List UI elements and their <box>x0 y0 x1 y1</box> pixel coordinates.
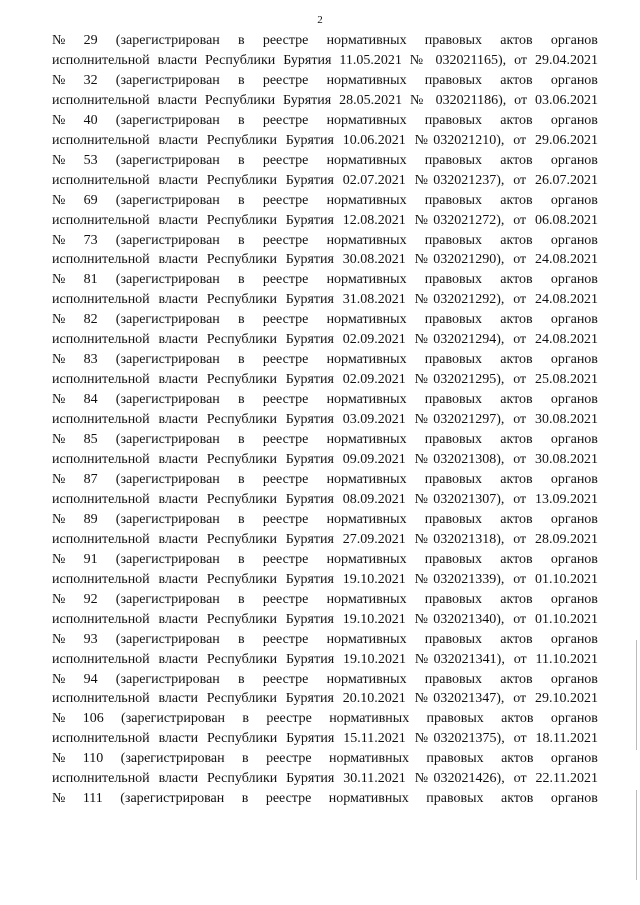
word-organs: органов <box>550 711 598 727</box>
word-normative: нормативных <box>326 72 407 88</box>
word-registry: реестре <box>262 591 309 607</box>
entry-first-line <box>52 709 598 729</box>
list-item <box>52 670 598 710</box>
word-registry: реестре <box>262 631 309 647</box>
word-registered: (зарегистрирован <box>115 152 220 168</box>
word-in: в <box>238 33 245 48</box>
word-organs: органов <box>550 272 598 288</box>
number-sign: № <box>52 192 66 208</box>
entry-registration-line: исполнительной власти Республики Бурятия 09.09.2021 №032021308), от 30.08.2021 <box>52 452 598 468</box>
word-registered: (зарегистрирован <box>115 72 220 88</box>
word-registry: реестре <box>262 272 309 288</box>
word-legal: правовых <box>424 312 483 328</box>
word-normative: нормативных <box>328 791 409 807</box>
word-legal: правовых <box>424 33 483 48</box>
word-normative: нормативных <box>326 352 407 368</box>
entry-first-line <box>52 151 598 171</box>
page-number: 2 <box>317 14 323 26</box>
word-organs: органов <box>550 232 598 248</box>
word-registered: (зарегистрирован <box>115 551 220 567</box>
word-normative: нормативных <box>326 192 407 208</box>
word-normative: нормативных <box>326 392 407 408</box>
word-in: в <box>241 791 249 807</box>
list-item <box>52 350 598 390</box>
entry-registration-line: исполнительной власти Республики Бурятия 12.08.2021 №032021272), от 06.08.2021 <box>52 212 598 228</box>
entry-registration-line: исполнительной власти Республики Бурятия 10.06.2021 №032021210), от 29.06.2021 <box>52 132 598 148</box>
word-registered: (зарегистрирован <box>115 112 220 128</box>
word-registered: (зарегистрирован <box>115 352 220 368</box>
list-item <box>52 111 598 151</box>
list-item <box>52 749 598 789</box>
entry-first-line <box>52 430 598 450</box>
word-acts: актов <box>500 272 533 288</box>
word-registry: реестре <box>262 352 309 368</box>
number-sign: № <box>52 352 66 368</box>
word-acts: актов <box>500 432 533 448</box>
word-normative: нормативных <box>326 671 407 687</box>
entry-number: 69 <box>83 192 98 208</box>
number-sign: № <box>52 232 66 248</box>
word-in: в <box>238 551 245 567</box>
entry-registration-line: исполнительной власти Республики Бурятия 28.05.2021 № 032021186), от 03.06.2021 <box>52 92 598 108</box>
word-registry: реестре <box>262 511 309 527</box>
list-item <box>52 390 598 430</box>
word-normative: нормативных <box>326 272 407 288</box>
entry-first-line <box>52 670 598 690</box>
number-sign: № <box>52 33 66 48</box>
number-sign: № <box>52 671 66 687</box>
word-organs: органов <box>550 432 598 448</box>
word-registry: реестре <box>262 232 309 248</box>
word-legal: правовых <box>424 471 483 487</box>
word-acts: актов <box>500 551 533 567</box>
word-normative: нормативных <box>326 232 407 248</box>
entry-number: 29 <box>83 33 98 48</box>
word-in: в <box>238 312 245 328</box>
word-registered: (зарегистрирован <box>120 791 225 807</box>
list-item <box>52 191 598 231</box>
word-registry: реестре <box>262 551 309 567</box>
entry-registration-line: исполнительной власти Республики Бурятия 03.09.2021 №032021297), от 30.08.2021 <box>52 412 598 428</box>
word-acts: актов <box>500 511 533 527</box>
entry-registration-line: исполнительной власти Республики Бурятия 27.09.2021 №032021318), от 28.09.2021 <box>52 531 598 547</box>
list-item <box>52 630 598 670</box>
list-item <box>52 31 598 71</box>
word-legal: правовых <box>424 511 483 527</box>
word-in: в <box>238 72 245 88</box>
entry-registration-line: исполнительной власти Республики Бурятия 20.10.2021 №032021347), от 29.10.2021 <box>52 691 598 707</box>
entry-registration-line: исполнительной власти Республики Бурятия 19.10.2021 №032021341), от 11.10.2021 <box>52 651 598 667</box>
number-sign: № <box>52 791 66 807</box>
word-normative: нормативных <box>326 471 407 487</box>
word-registry: реестре <box>262 671 309 687</box>
word-in: в <box>238 112 245 128</box>
word-legal: правовых <box>424 232 483 248</box>
word-registry: реестре <box>262 152 309 168</box>
word-in: в <box>238 591 245 607</box>
entry-number: 111 <box>82 791 103 807</box>
word-registry: реестре <box>262 33 309 48</box>
number-sign: № <box>52 152 66 168</box>
word-legal: правовых <box>426 751 484 767</box>
entry-registration-line: исполнительной власти Республики Бурятия 08.09.2021 №032021307), от 13.09.2021 <box>52 491 598 507</box>
list-item <box>52 231 598 271</box>
word-in: в <box>242 711 249 727</box>
word-registry: реестре <box>266 711 312 727</box>
word-in: в <box>238 192 245 208</box>
word-acts: актов <box>500 33 533 48</box>
number-sign: № <box>52 751 66 767</box>
entry-registration-line: исполнительной власти Республики Бурятия 30.11.2021 №032021426), от 22.11.2021 <box>52 771 598 787</box>
word-registered: (зарегистрирован <box>115 272 220 288</box>
word-organs: органов <box>550 312 598 328</box>
word-registry: реестре <box>262 72 309 88</box>
list-item <box>52 470 598 510</box>
word-registered: (зарегистрирован <box>115 192 220 208</box>
word-legal: правовых <box>424 432 483 448</box>
word-organs: органов <box>550 33 598 48</box>
entry-number: 83 <box>83 352 98 368</box>
entry-first-line <box>52 550 598 570</box>
entry-first-line <box>52 31 598 51</box>
word-organs: органов <box>550 791 598 807</box>
word-legal: правовых <box>424 272 483 288</box>
word-in: в <box>238 671 245 687</box>
entry-registration-line: исполнительной власти Республики Бурятия 02.09.2021 №032021294), от 24.08.2021 <box>52 332 598 348</box>
word-in: в <box>238 392 245 408</box>
word-legal: правовых <box>424 152 483 168</box>
entry-number: 84 <box>83 392 98 408</box>
entry-registration-line: исполнительной власти Республики Бурятия 11.05.2021 № 032021165), от 29.04.2021 <box>52 52 598 68</box>
word-registry: реестре <box>262 471 309 487</box>
number-sign: № <box>52 312 66 328</box>
entry-number: 40 <box>83 112 98 128</box>
entry-number: 94 <box>83 671 98 687</box>
word-organs: органов <box>550 192 598 208</box>
number-sign: № <box>52 631 66 647</box>
word-organs: органов <box>550 392 598 408</box>
word-registered: (зарегистрирован <box>120 751 225 767</box>
entry-number: 73 <box>83 232 98 248</box>
word-acts: актов <box>501 751 534 767</box>
word-normative: нормативных <box>326 511 407 527</box>
list-item <box>52 310 598 350</box>
entry-registration-line: исполнительной власти Республики Бурятия 31.08.2021 №032021292), от 24.08.2021 <box>52 292 598 308</box>
entry-first-line <box>52 470 598 490</box>
word-organs: органов <box>550 551 598 567</box>
list-item <box>52 789 598 809</box>
list-item <box>52 709 598 749</box>
word-registered: (зарегистрирован <box>115 232 220 248</box>
word-registry: реестре <box>262 112 309 128</box>
number-sign: № <box>52 112 66 128</box>
word-organs: органов <box>550 112 598 128</box>
entry-number: 81 <box>83 272 98 288</box>
word-in: в <box>238 272 245 288</box>
word-in: в <box>238 471 245 487</box>
word-registered: (зарегистрирован <box>115 671 220 687</box>
entry-number: 87 <box>83 471 98 487</box>
word-legal: правовых <box>426 791 484 807</box>
number-sign: № <box>52 511 66 527</box>
word-normative: нормативных <box>326 312 407 328</box>
entry-number: 92 <box>83 591 98 607</box>
word-acts: актов <box>500 312 533 328</box>
word-acts: актов <box>500 72 533 88</box>
entry-first-line <box>52 191 598 211</box>
word-legal: правовых <box>424 631 483 647</box>
word-acts: актов <box>500 112 533 128</box>
word-registered: (зарегистрирован <box>115 511 220 527</box>
entry-number: 53 <box>83 152 98 168</box>
scan-edge-mark <box>636 790 637 880</box>
entry-first-line <box>52 510 598 530</box>
entry-number: 93 <box>83 631 98 647</box>
word-registered: (зарегистрирован <box>121 711 226 727</box>
word-normative: нормативных <box>329 711 410 727</box>
word-registry: реестре <box>262 192 309 208</box>
word-legal: правовых <box>424 671 483 687</box>
word-legal: правовых <box>424 392 483 408</box>
word-legal: правовых <box>424 112 483 128</box>
word-normative: нормативных <box>326 591 407 607</box>
number-sign: № <box>52 551 66 567</box>
word-normative: нормативных <box>328 751 409 767</box>
entry-registration-line: исполнительной власти Республики Бурятия 02.09.2021 №032021295), от 25.08.2021 <box>52 372 598 388</box>
entry-number: 85 <box>83 432 98 448</box>
word-in: в <box>238 511 245 527</box>
word-organs: органов <box>550 152 598 168</box>
entry-first-line <box>52 71 598 91</box>
word-registered: (зарегистрирован <box>115 471 220 487</box>
entry-registration-line: исполнительной власти Республики Бурятия 19.10.2021 №032021339), от 01.10.2021 <box>52 571 598 587</box>
entry-first-line <box>52 749 598 769</box>
scan-edge-mark <box>636 640 637 750</box>
entry-first-line <box>52 630 598 650</box>
number-sign: № <box>52 471 66 487</box>
entry-first-line <box>52 111 598 131</box>
word-registry: реестре <box>265 791 312 807</box>
entry-registration-line: исполнительной власти Республики Бурятия 19.10.2021 №032021340), от 01.10.2021 <box>52 611 598 627</box>
entry-number: 110 <box>82 751 104 767</box>
entry-first-line <box>52 231 598 251</box>
list-item <box>52 270 598 310</box>
entry-number: 89 <box>83 511 98 527</box>
list-item <box>52 71 598 111</box>
word-organs: органов <box>550 631 598 647</box>
word-legal: правовых <box>424 72 483 88</box>
entry-list <box>52 31 598 809</box>
list-item <box>52 151 598 191</box>
word-acts: актов <box>500 791 534 807</box>
entry-first-line <box>52 310 598 330</box>
word-registered: (зарегистрирован <box>115 432 220 448</box>
entry-first-line <box>52 590 598 610</box>
word-organs: органов <box>550 471 598 487</box>
word-in: в <box>242 751 249 767</box>
word-acts: актов <box>501 711 534 727</box>
word-in: в <box>238 232 245 248</box>
number-sign: № <box>52 272 66 288</box>
word-registered: (зарегистрирован <box>115 631 220 647</box>
word-registered: (зарегистрирован <box>115 312 220 328</box>
word-acts: актов <box>500 352 533 368</box>
word-acts: актов <box>500 192 533 208</box>
number-sign: № <box>52 392 66 408</box>
word-registered: (зарегистрирован <box>115 33 220 48</box>
word-legal: правовых <box>424 591 483 607</box>
word-in: в <box>238 432 245 448</box>
word-in: в <box>238 352 245 368</box>
entry-registration-line: исполнительной власти Республики Бурятия 30.08.2021 №032021290), от 24.08.2021 <box>52 252 598 268</box>
word-legal: правовых <box>424 352 483 368</box>
word-registry: реестре <box>262 392 309 408</box>
entry-first-line <box>52 789 598 809</box>
word-acts: актов <box>500 631 533 647</box>
word-registered: (зарегистрирован <box>115 591 220 607</box>
word-normative: нормативных <box>326 152 407 168</box>
word-in: в <box>238 631 245 647</box>
word-registered: (зарегистрирован <box>115 392 220 408</box>
word-normative: нормативных <box>326 432 407 448</box>
word-organs: органов <box>550 72 598 88</box>
word-organs: органов <box>550 352 598 368</box>
list-item <box>52 430 598 470</box>
list-item <box>52 510 598 550</box>
word-organs: органов <box>550 511 598 527</box>
entry-number: 91 <box>83 551 98 567</box>
word-normative: нормативных <box>326 33 407 48</box>
word-in: в <box>238 152 245 168</box>
word-registry: реестре <box>262 432 309 448</box>
number-sign: № <box>52 432 66 448</box>
entry-first-line <box>52 390 598 410</box>
word-legal: правовых <box>424 551 483 567</box>
word-acts: актов <box>500 152 533 168</box>
word-normative: нормативных <box>326 112 407 128</box>
word-organs: органов <box>550 591 598 607</box>
entry-first-line <box>52 270 598 290</box>
word-normative: нормативных <box>326 631 407 647</box>
number-sign: № <box>52 591 66 607</box>
word-normative: нормативных <box>326 551 407 567</box>
word-acts: актов <box>500 392 533 408</box>
word-legal: правовых <box>426 711 484 727</box>
entry-first-line <box>52 350 598 370</box>
word-legal: правовых <box>424 192 483 208</box>
word-acts: актов <box>500 591 533 607</box>
entry-number: 82 <box>83 312 98 328</box>
number-sign: № <box>52 711 66 727</box>
entry-registration-line: исполнительной власти Республики Бурятия 15.11.2021 №032021375), от 18.11.2021 <box>52 731 598 747</box>
list-item <box>52 590 598 630</box>
word-organs: органов <box>550 671 598 687</box>
word-organs: органов <box>550 751 598 767</box>
entry-registration-line: исполнительной власти Республики Бурятия 02.07.2021 №032021237), от 26.07.2021 <box>52 172 598 188</box>
word-registry: реестре <box>266 751 312 767</box>
word-registry: реестре <box>262 312 309 328</box>
word-acts: актов <box>500 232 533 248</box>
list-item <box>52 550 598 590</box>
word-acts: актов <box>500 471 533 487</box>
entry-number: 32 <box>83 72 98 88</box>
entry-number: 106 <box>82 711 104 727</box>
word-acts: актов <box>500 671 533 687</box>
number-sign: № <box>52 72 66 88</box>
